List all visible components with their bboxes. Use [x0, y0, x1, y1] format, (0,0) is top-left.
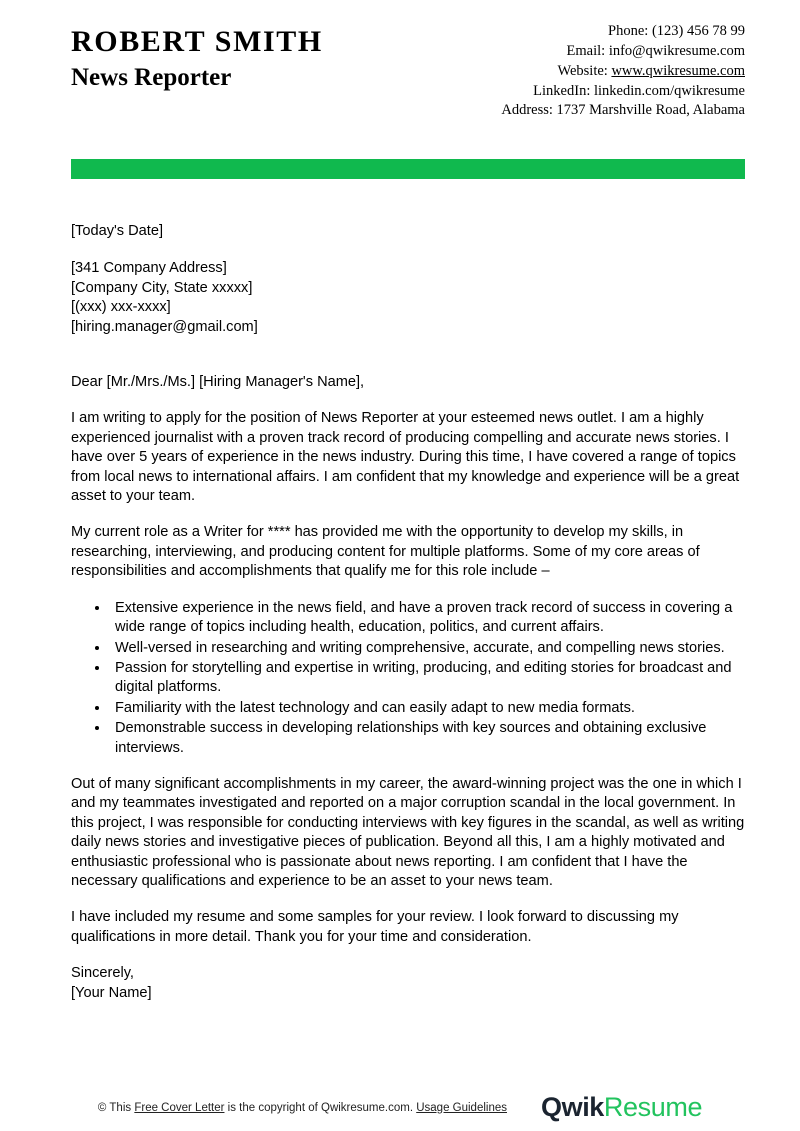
qwikresume-logo[interactable] [541, 1094, 702, 1121]
contact-phone-label: Phone: [608, 23, 649, 39]
list-item-text: Extensive experience in the news field, and have a proven track record of success in covering a wide range of topics including health, education, politics, and current affairs. [115, 599, 733, 636]
bullet-dot-icon [95, 726, 99, 730]
paragraph-closing: I have included my resume and some samples for your review. I look forward to discussing my qualifications in more detail. Thank you for your time and consideration. [71, 909, 679, 945]
list-item-text: Familiarity with the latest technology and can easily adapt to new media formats. [115, 699, 635, 716]
contact-email [501, 42, 745, 62]
list-item-text: Demonstrable success in developing relationships with key sources and obtaining exclusive interviews. [115, 720, 707, 756]
contact-linkedin [501, 82, 745, 102]
contact-website-link[interactable]: www.qwikresume.com [611, 62, 745, 79]
salutation: Dear [Mr./Mrs./Ms.] [Hiring Manager's Name], [71, 374, 365, 391]
logo-text-qwik: Qwik [541, 1092, 604, 1122]
contact-address [501, 101, 745, 121]
footer-link-usage-guidelines[interactable]: Usage Guidelines [416, 1101, 507, 1114]
recipient-line: [(xxx) xxx-xxxx] [71, 299, 171, 316]
bullet-dot-icon [95, 646, 99, 650]
page-title: ROBERT SMITH [71, 25, 323, 58]
contact-email-value: info@qwikresume.com [608, 42, 745, 59]
list-item [71, 599, 747, 638]
contact-linkedin-value[interactable]: linkedin.com/qwikresume [593, 82, 745, 99]
paragraph-intro: I am writing to apply for the position of News Reporter at your esteemed news outlet. I am a highly experienced journalist with a proven track record of producing compelling and accurate news stories. I have over 5 years of experience in the news industry. During this time, I have covered a range of topics from local news to international affairs. I am confident that my knowledge and experience will be a great asset to your team. [71, 410, 740, 505]
date-line: [Today's Date] [71, 223, 164, 239]
list-item [71, 659, 747, 698]
signature-block [71, 964, 747, 1003]
identity-block [71, 22, 323, 92]
signature-name: [Your Name] [71, 984, 152, 1001]
closing-word: Sincerely, [71, 965, 134, 982]
contact-email-label: Email: [566, 42, 606, 59]
footer-copyright [98, 1102, 507, 1114]
job-title: News Reporter [71, 64, 232, 92]
letter-header [71, 22, 745, 121]
list-item-text: Well-versed in researching and writing comprehensive, accurate, and compelling news stories. [115, 639, 725, 656]
logo-text-resume: Resume [603, 1092, 703, 1122]
paragraph-current-role: My current role as a Writer for **** has provided me with the opportunity to develop my skills, in researching, interviewing, and producing content for multiple platforms. Some of my core areas of responsibilities and accomplishments that qualify me for this role include – [71, 524, 700, 580]
contact-address-label: Address: [501, 102, 553, 119]
list-item [71, 699, 747, 718]
bullet-dot-icon [95, 606, 99, 610]
contact-website-label: Website: [557, 62, 608, 79]
letter-body [71, 222, 747, 1003]
contact-linkedin-label: LinkedIn: [533, 82, 591, 99]
copyright-icon: © [97, 1101, 107, 1114]
accent-bar [71, 159, 745, 179]
recipient-line: [341 Company Address] [71, 260, 227, 277]
bullet-dot-icon [95, 666, 99, 670]
list-item [71, 639, 747, 658]
contact-website [501, 62, 745, 82]
recipient-address-block [71, 259, 747, 337]
contact-address-value: 1737 Marshville Road, Alabama [556, 102, 745, 119]
recipient-line: [hiring.manager@gmail.com] [71, 318, 258, 335]
list-item-text: Passion for storytelling and expertise in writing, producing, and editing stories for broadcast and digital platforms. [115, 659, 732, 696]
page-footer [0, 1094, 800, 1121]
footer-text-middle: is the copyright of Qwikresume.com. [227, 1101, 414, 1114]
contact-phone-value: (123) 456 78 99 [651, 23, 745, 39]
contact-phone [501, 22, 745, 42]
recipient-line: [Company City, State xxxxx] [71, 279, 253, 296]
contact-block [501, 22, 745, 121]
bullet-dot-icon [95, 706, 99, 710]
paragraph-accomplishments: Out of many significant accomplishments in my career, the award-winning project was the one in which I and my teammates investigated and reported on a major corruption scandal in the local government. In this project, I was responsible for conducting interviews with key figures in the scandal, as well as writing daily news stories and investigative pieces of publication. Beyond all this, I am a highly motivated and enthusiastic professional who is passionate about news reporting. I am confident that I have the necessary qualifications and experience to be an asset to your news team. [71, 775, 745, 889]
qualifications-list [71, 599, 747, 758]
list-item [71, 719, 747, 758]
footer-link-free-cover-letter[interactable]: Free Cover Letter [134, 1101, 225, 1114]
footer-text-before: This [109, 1101, 132, 1114]
